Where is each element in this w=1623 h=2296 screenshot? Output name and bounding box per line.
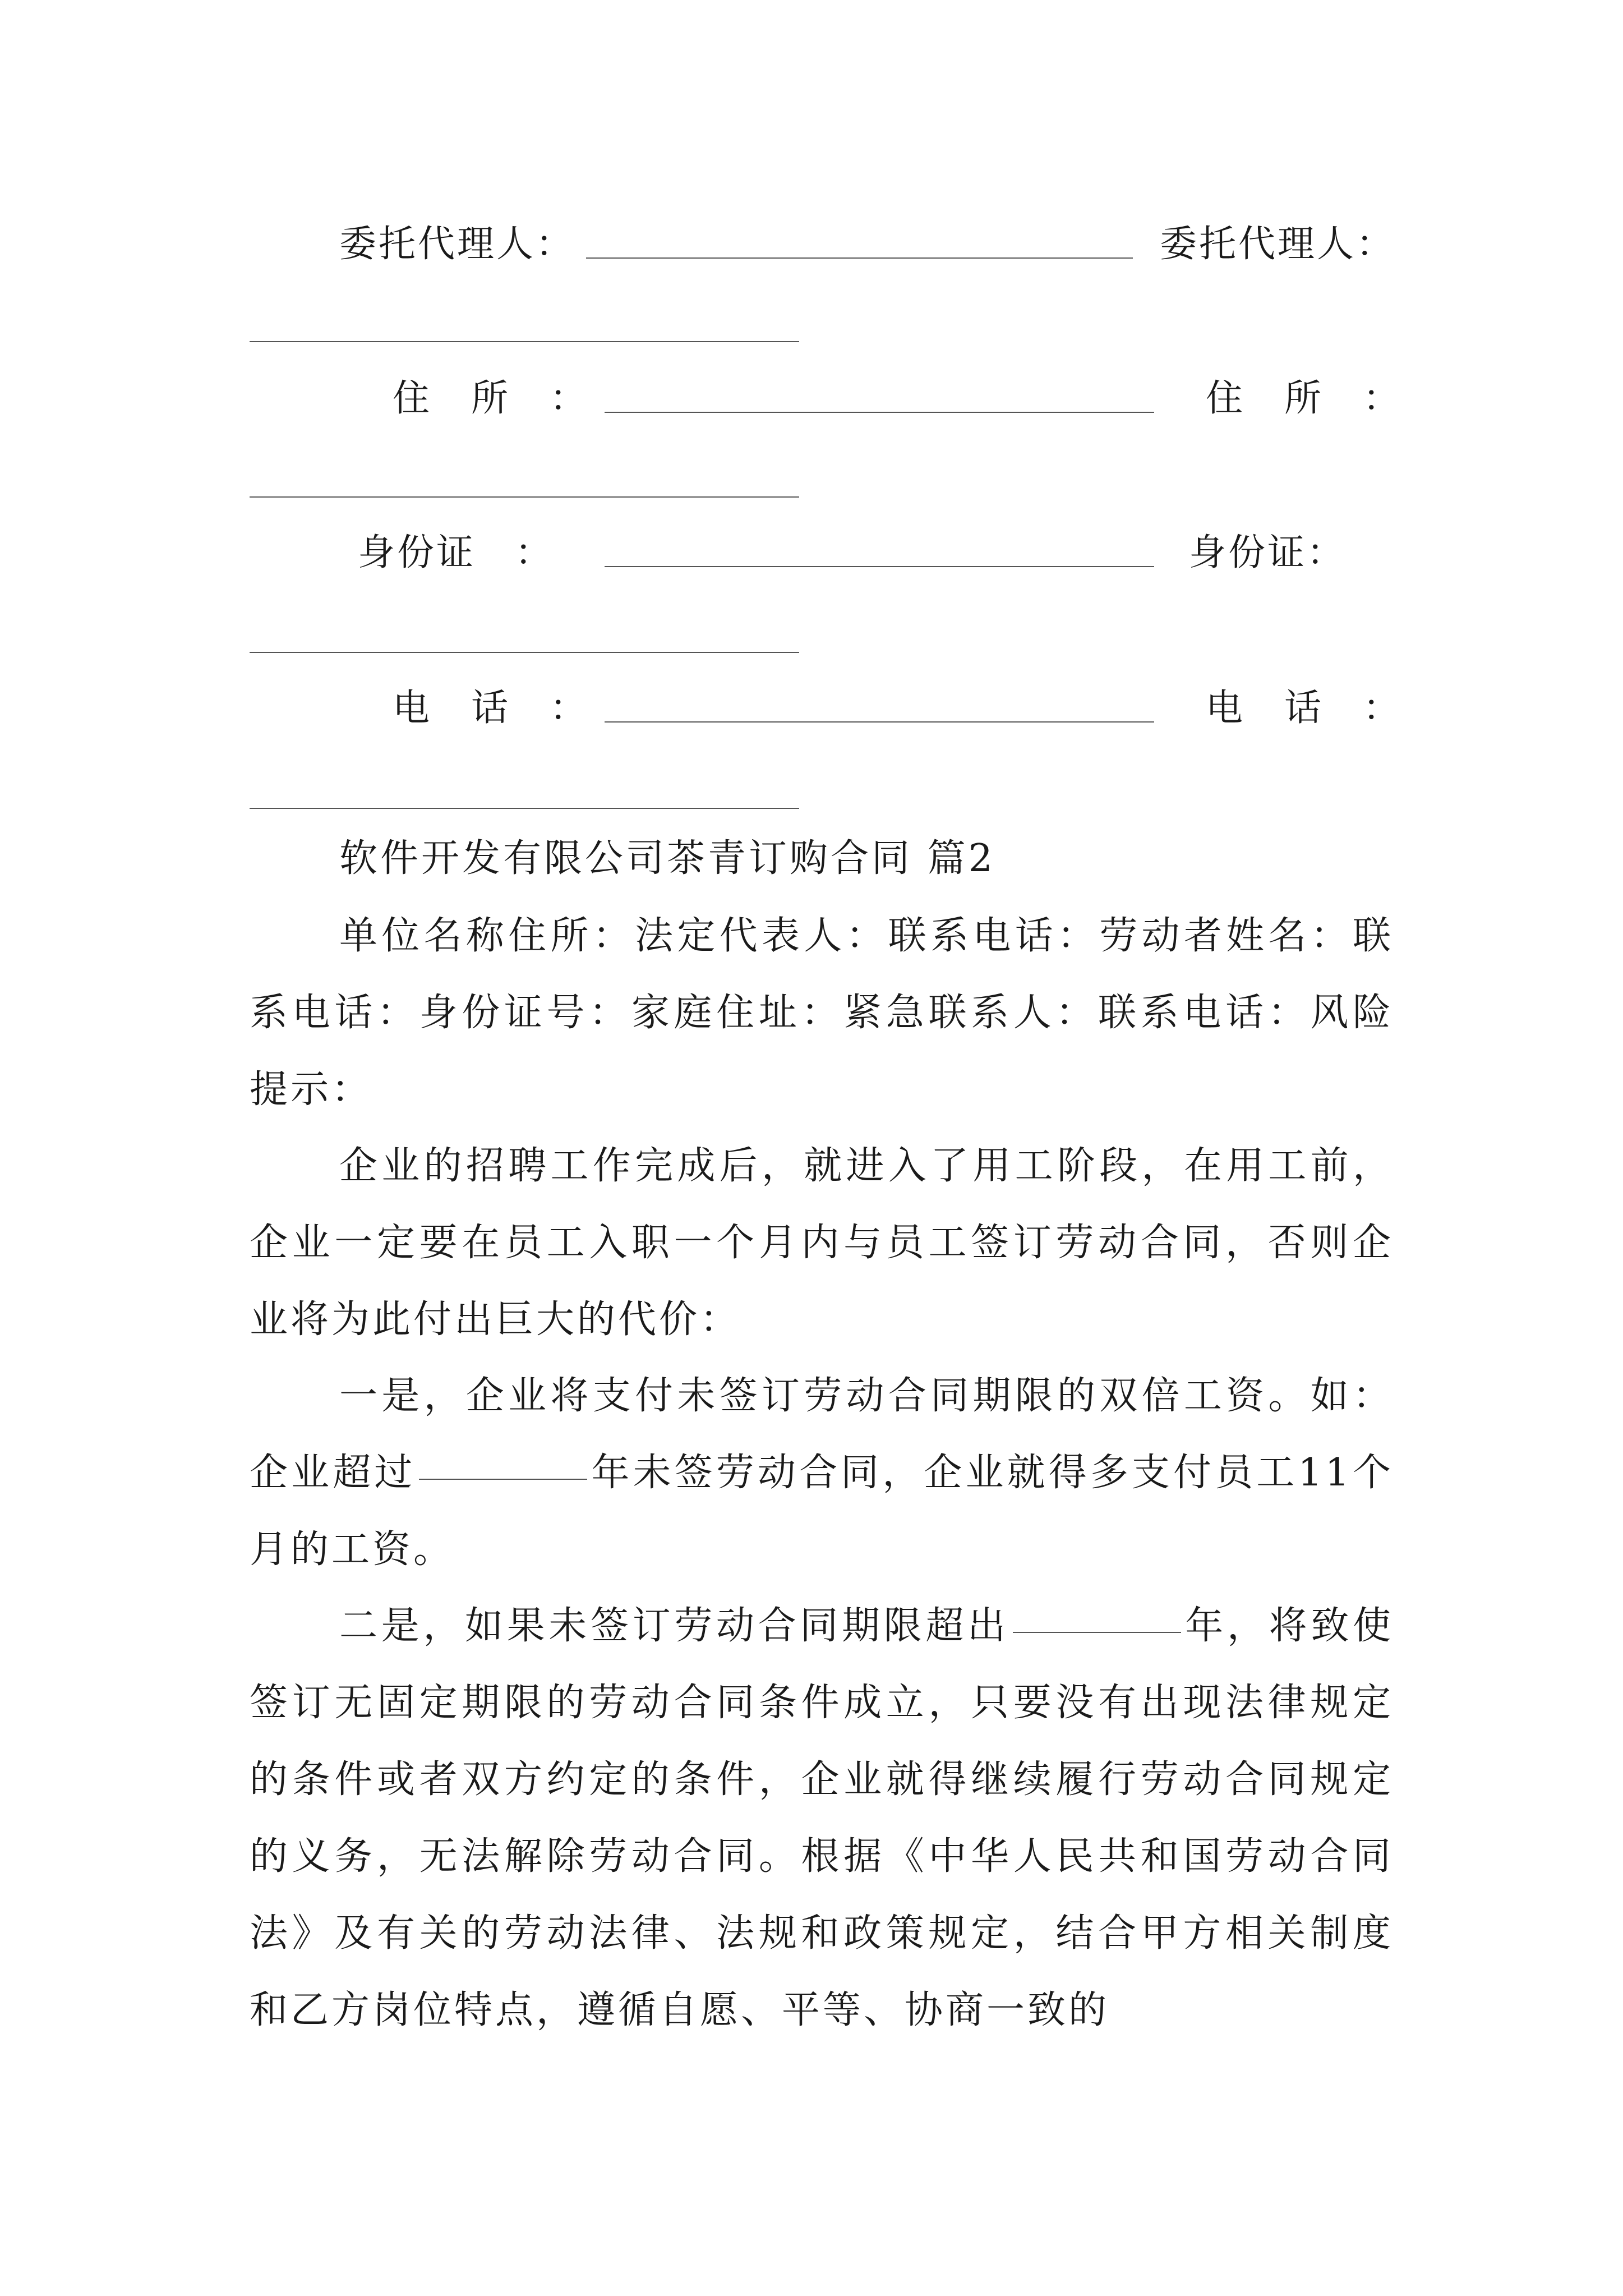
years-blank-1[interactable] xyxy=(419,1479,587,1480)
open-term-text-b: 年，将致使签订无固定期限的劳动合同条件成立，只要没有出现法律规定的条件或者双方约定的条件，企业就得继续履行劳动合同规定的义务，无法解除劳动合同。根据《中华人民共和国劳动合同法》及有关的劳动法律、法规和政策规定，结合甲方相关制度和乙方岗位特点，遵循自愿、平等、协商一致的 xyxy=(250,1604,1394,2032)
address-label-left: 住 所 ： xyxy=(393,376,589,420)
address-field-right[interactable] xyxy=(250,496,799,498)
address-field-left[interactable] xyxy=(605,412,1154,413)
party-info-paragraph: 单位名称住所：法定代表人：联系电话：劳动者姓名：联系电话：身份证号：家庭住址：紧急联系人：联系电话：风险提示： xyxy=(250,914,1394,1112)
id-field-left[interactable] xyxy=(605,566,1154,567)
id-field-right[interactable] xyxy=(250,652,799,653)
phone-row xyxy=(0,680,1623,736)
open-term-text-a: 二是，如果未签订劳动合同期限超出 xyxy=(339,1604,1009,1648)
open-term-paragraph xyxy=(250,1588,1394,2049)
id-label-left: 身份证 ： xyxy=(358,531,554,574)
id-row xyxy=(0,524,1623,581)
phone-field-right[interactable] xyxy=(250,808,799,809)
id-label-right: 身份证： xyxy=(1189,531,1346,574)
phone-label-left: 电 话 ： xyxy=(393,686,589,729)
agent-field-right[interactable] xyxy=(250,341,799,342)
double-wage-paragraph xyxy=(250,1358,1394,1588)
agent-field-left[interactable] xyxy=(586,257,1133,259)
section-title: 软件开发有限公司茶青订购合同 篇2 xyxy=(339,836,995,881)
phone-field-left[interactable] xyxy=(605,721,1154,723)
agent-label-left: 委托代理人： xyxy=(339,222,575,265)
address-label-right: 住 所 ： xyxy=(1206,376,1402,420)
phone-label-right: 电 话 ： xyxy=(1206,686,1402,729)
years-blank-2[interactable] xyxy=(1013,1632,1181,1633)
double-wage-text-b: 年未签劳动合同，企业就得多支付员工11个月的工资。 xyxy=(250,1451,1394,1572)
address-row xyxy=(0,370,1623,426)
double-wage-text-a: 一是，企业将支付未签订劳动合同期限的双倍工资。如：企业超过 xyxy=(250,1374,1394,1495)
agent-row xyxy=(0,216,1623,272)
risk-paragraph: 企业的招聘工作完成后，就进入了用工阶段，在用工前，企业一定要在员工入职一个月内与员工签订劳动合同，否则企业将为此付出巨大的代价： xyxy=(250,1144,1394,1342)
agent-label-right: 委托代理人： xyxy=(1160,222,1395,265)
